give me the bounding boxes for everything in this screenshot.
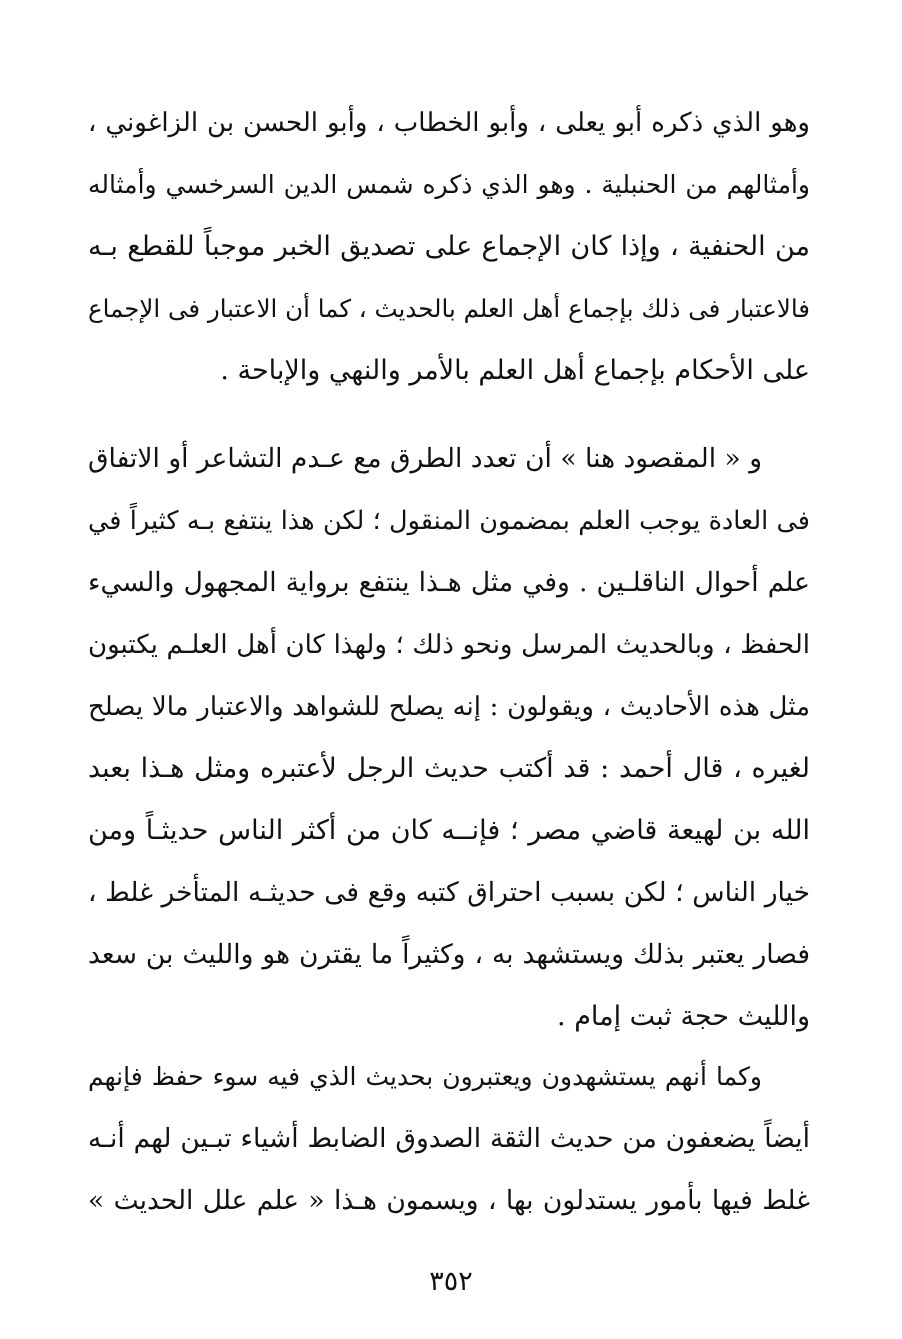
text-line: علم أحوال الناقلـين . وفي مثل هـذا ينتفع برواية المجهول والسيء [88,567,810,598]
text-line: على الأحكام بإجماع أهل العلم بالأمر والنهي والإباحة . [220,355,810,386]
text-line: أيضاً يضعفون من حديث الثقة الصدوق الضابط أشياء تبـين لهم أنـه [88,1123,810,1154]
text-line: والليث حجة ثبت إمام . [557,1001,810,1032]
paragraph-2 [88,428,810,1048]
text-line: غلط فيها بأمور يستدلون بها ، ويسمون هـذا « علم علل الحديث » [88,1185,810,1216]
text-line: فصار يعتبر بذلك ويستشهد به ، وكثيراً ما يقترن هو والليث بن سعد [88,939,810,970]
text-line: الله بن لهيعة قاضي مصر ؛ فإنــه كان من أكثر الناس حديثـاً ومن [88,815,810,846]
text-line: فى العادة يوجب العلم بمضمون المنقول ؛ لكن هذا ينتفع بـه كثيراً في [88,506,810,536]
page-number: ٣٥٢ [429,1266,473,1297]
paragraph-1 [88,92,810,402]
text-line: وهو الذي ذكره أبو يعلى ، وأبو الخطاب ، وأبو الحسن بن الزاغوني ، [88,108,810,138]
text-line: وأمثالهم من الحنبلية . وهو الذي ذكره شمس الدين السرخسي وأمثاله [88,170,810,199]
text-line: الحفظ ، وبالحديث المرسل ونحو ذلك ؛ ولهذا كان أهل العلـم يكتبون [88,630,810,660]
text-line: و « المقصود هنا » أن تعدد الطرق مع عـدم التشاعر أو الاتفاق [88,443,762,474]
text-line: من الحنفية ، وإذا كان الإجماع على تصديق الخبر موجباً للقطع بـه [88,231,810,262]
text-line: وكما أنهم يستشهدون ويعتبرون بحديث الذي فيه سوء حفظ فإنهم [88,1062,762,1091]
text-line: خيار الناس ؛ لكن بسبب احتراق كتبه وقع فى حديثـه المتأخر غلط ، [88,877,810,908]
text-line: مثل هذه الأحاديث ، ويقولون : إنه يصلح للشواهد والاعتبار مالا يصلح [88,692,810,722]
text-line: فالاعتبار فى ذلك بإجماع أهل العلم بالحديث ، كما أن الاعتبار فى الإجماع [88,294,810,323]
text-line: لغيره ، قال أحمد : قد أكتب حديث الرجل لأعتبره ومثل هـذا بعبد [88,753,810,784]
paragraph-3 [88,1046,810,1232]
